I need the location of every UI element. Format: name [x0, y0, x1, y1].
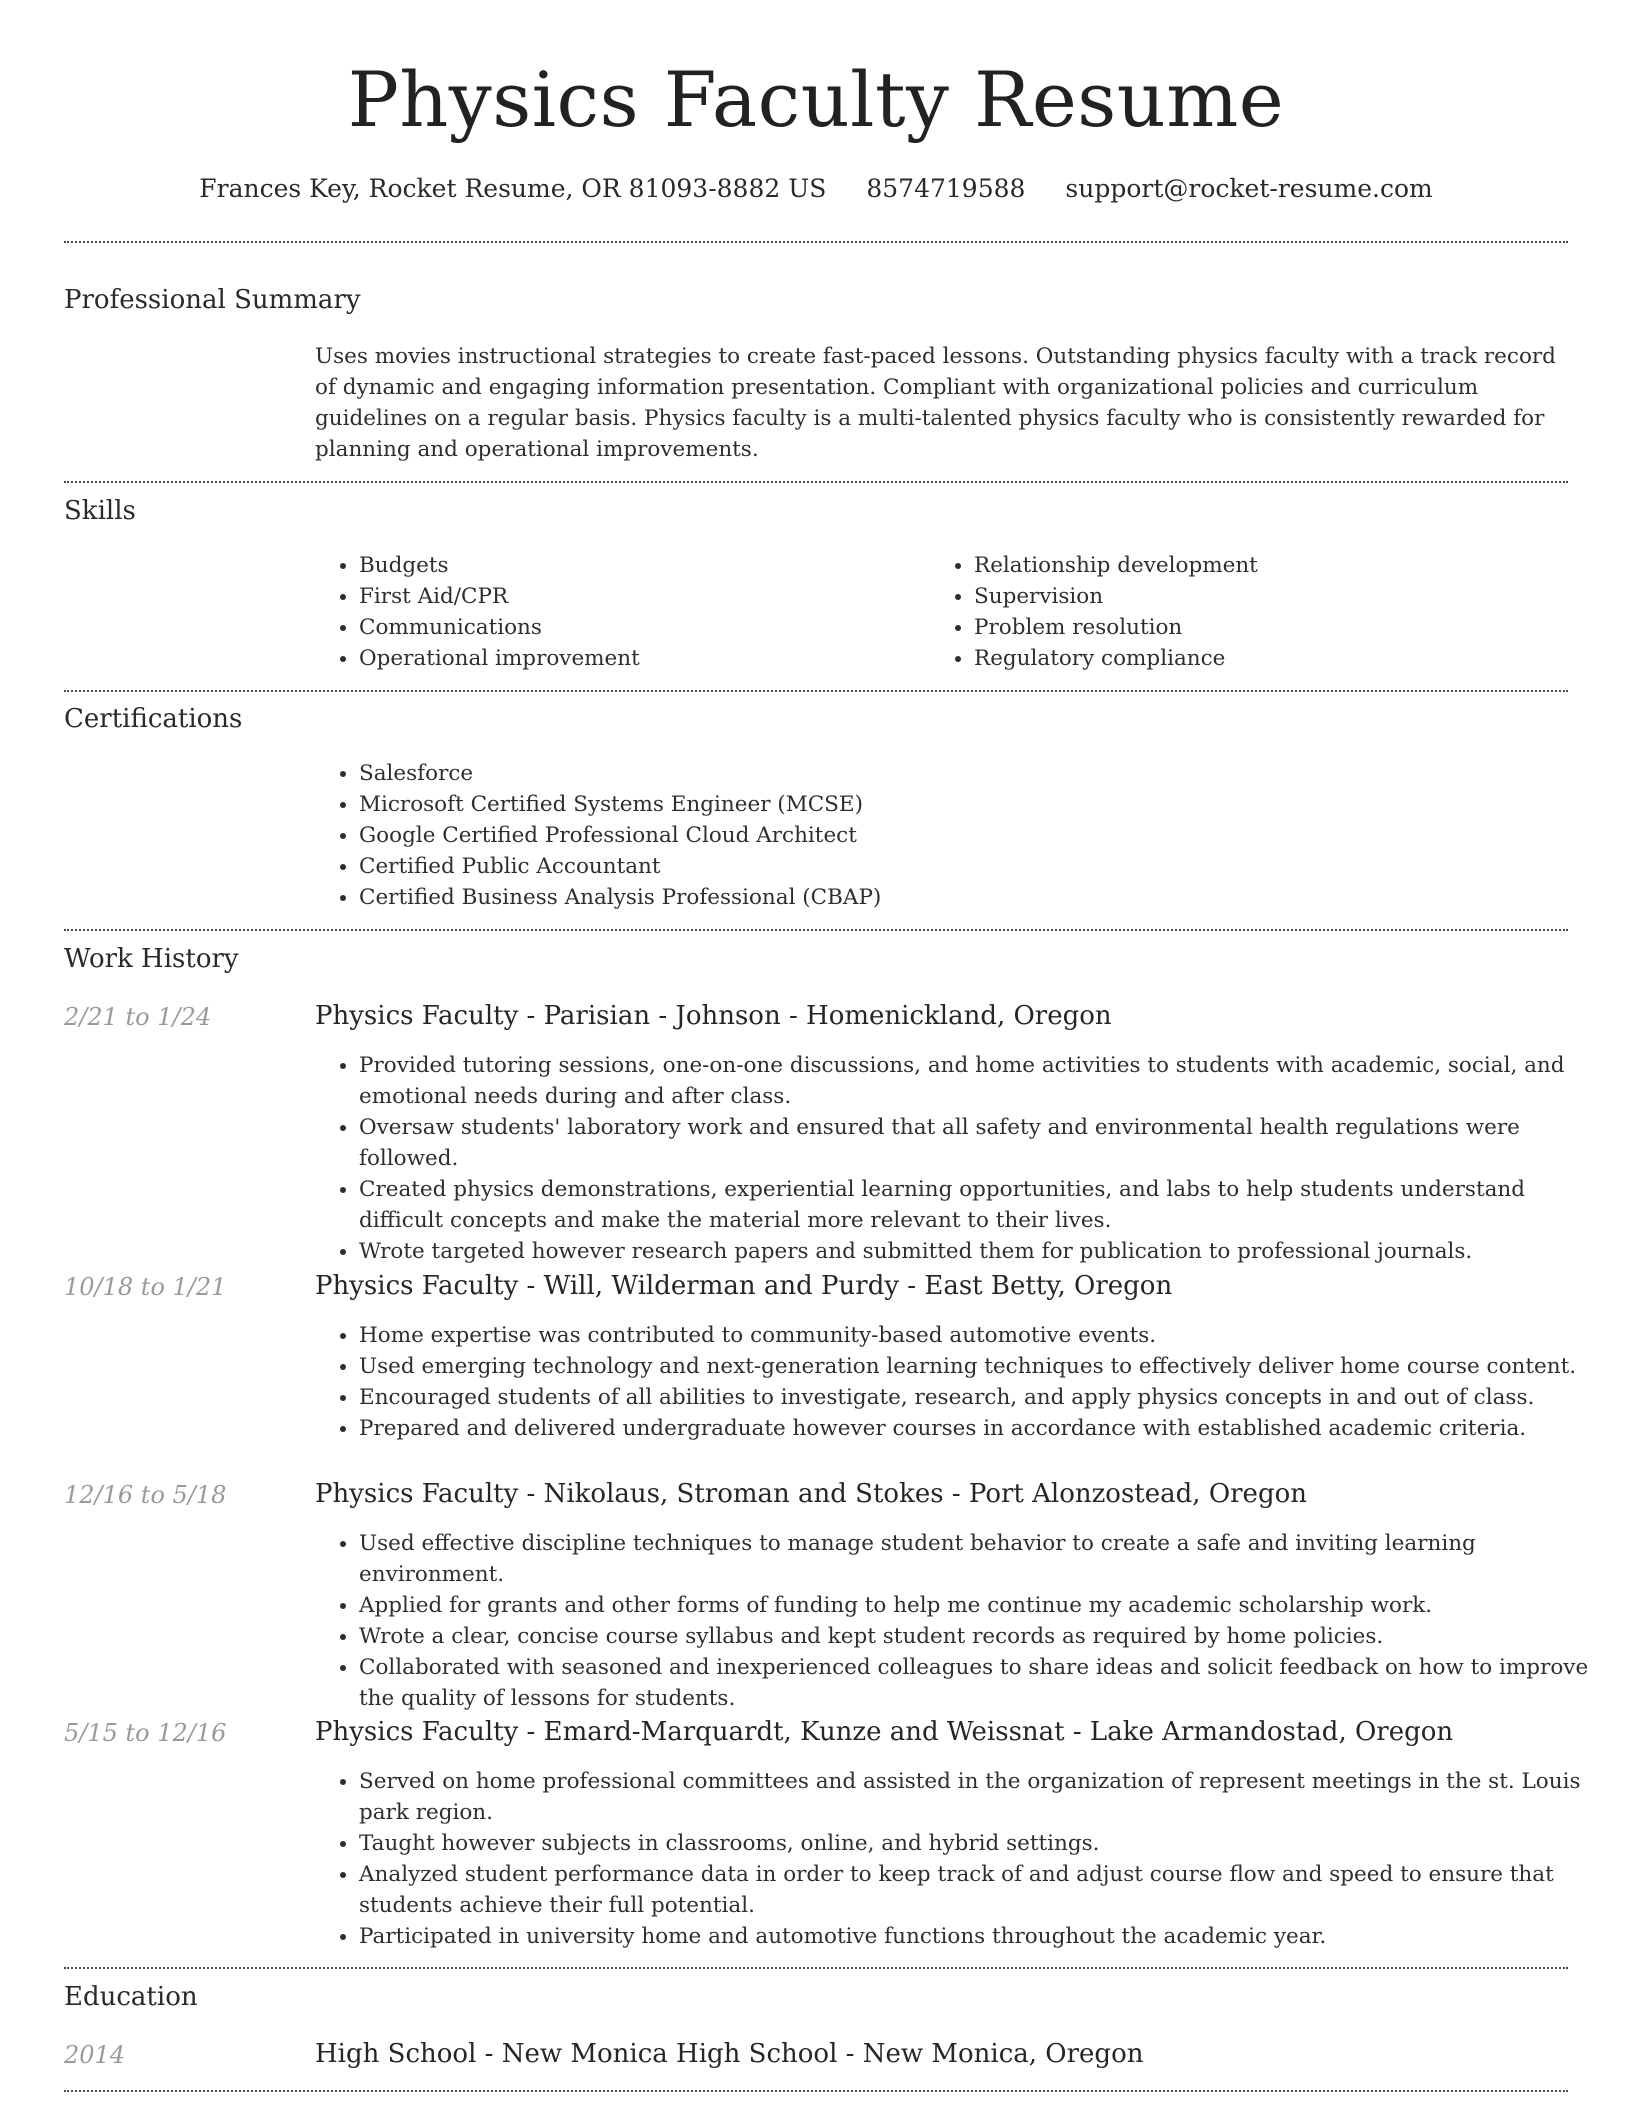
job-bullet: • Applied for grants and other forms of funding to help me continue my academic scholarship work.	[359, 1590, 1614, 1621]
job-bullet: • Collaborated with seasoned and inexperienced colleagues to share ideas and solicit feedback on how to improve the quality of lessons for students.	[359, 1652, 1614, 1714]
job-dates: 2/21 to 1/24	[64, 1003, 212, 1031]
job-bullets	[315, 1528, 1614, 1714]
job-dates: 5/15 to 12/16	[64, 1719, 227, 1747]
job-bullet: • Provided tutoring sessions, one-on-one discussions, and home activities to students with academic, social, and emotional needs during and after class.	[359, 1050, 1614, 1112]
certification-item: • Salesforce	[359, 758, 1559, 789]
job-bullet: • Analyzed student performance data in order to keep track of and adjust course flow and speed to ensure that students achieve their full potential.	[359, 1859, 1614, 1921]
skill-item: • First Aid/CPR	[359, 581, 919, 612]
skill-item: • Regulatory compliance	[974, 643, 1574, 674]
summary-heading: Professional Summary	[64, 285, 361, 315]
job-bullets	[315, 1320, 1614, 1444]
job-bullet: • Taught however subjects in classrooms, online, and hybrid settings.	[359, 1828, 1614, 1859]
job-title: Physics Faculty - Will, Wilderman and Purdy - East Betty, Oregon	[315, 1271, 1173, 1301]
certification-item: • Microsoft Certified Systems Engineer (MCSE)	[359, 789, 1559, 820]
section-divider	[64, 929, 1568, 931]
work-history-heading: Work History	[64, 944, 239, 974]
certifications-heading: Certifications	[64, 704, 243, 734]
education-heading: Education	[64, 1982, 198, 2012]
contact-email: support@rocket-resume.com	[1065, 174, 1433, 203]
skill-item: • Operational improvement	[359, 643, 919, 674]
job-bullet: • Wrote a clear, concise course syllabus and kept student records as required by home policies.	[359, 1621, 1614, 1652]
certifications-list	[315, 758, 1559, 913]
job-title: Physics Faculty - Emard-Marquardt, Kunze and Weissnat - Lake Armandostad, Oregon	[315, 1717, 1454, 1747]
section-divider	[64, 241, 1568, 243]
job-dates: 12/16 to 5/18	[64, 1481, 227, 1509]
job-bullets	[315, 1050, 1614, 1267]
job-bullet: • Participated in university home and automotive functions throughout the academic year.	[359, 1921, 1614, 1952]
job-bullet: • Prepared and delivered undergraduate however courses in accordance with established academic criteria.	[359, 1413, 1614, 1444]
job-title: Physics Faculty - Parisian - Johnson - Homenickland, Oregon	[315, 1001, 1112, 1031]
job-bullet: • Used emerging technology and next-generation learning techniques to effectively deliver home course content.	[359, 1351, 1614, 1382]
skill-item: • Budgets	[359, 550, 919, 581]
section-divider	[64, 2090, 1568, 2092]
section-divider	[64, 481, 1568, 483]
summary-text: Uses movies instructional strategies to create fast-paced lessons. Outstanding physics faculty with a track record of dynamic and engaging information presentation. Compliant with organizational policies and curriculum guidelines on a regular basis. Physics faculty is a multi-talented physics faculty who is consistently rewarded for planning and operational improvements.	[315, 344, 1556, 462]
job-title: Physics Faculty - Nikolaus, Stroman and Stokes - Port Alonzostead, Oregon	[315, 1479, 1307, 1509]
skills-list-right	[930, 550, 1574, 674]
education-title: High School - New Monica High School - New Monica, Oregon	[315, 2039, 1144, 2069]
skill-item: • Supervision	[974, 581, 1574, 612]
skills-list-left	[315, 550, 919, 674]
certification-item: • Certified Business Analysis Professional (CBAP)	[359, 882, 1559, 913]
job-bullet: • Created physics demonstrations, experiential learning opportunities, and labs to help students understand difficult concepts and make the material more relevant to their lives.	[359, 1174, 1614, 1236]
contact-phone: 8574719588	[866, 174, 1026, 203]
job-bullet: • Encouraged students of all abilities to investigate, research, and apply physics concepts in and out of class.	[359, 1382, 1614, 1413]
job-bullet: • Served on home professional committees and assisted in the organization of represent meetings in the st. Louis park region.	[359, 1766, 1614, 1828]
job-dates: 10/18 to 1/21	[64, 1273, 227, 1301]
skill-item: • Relationship development	[974, 550, 1574, 581]
job-bullets	[315, 1766, 1614, 1952]
contact-line	[0, 172, 1632, 206]
job-bullet: • Wrote targeted however research papers and submitted them for publication to professional journals.	[359, 1236, 1614, 1267]
skills-heading: Skills	[64, 496, 136, 526]
certification-item: • Google Certified Professional Cloud Architect	[359, 820, 1559, 851]
certification-item: • Certified Public Accountant	[359, 851, 1559, 882]
job-bullet: • Oversaw students' laboratory work and ensured that all safety and environmental health regulations were followed.	[359, 1112, 1614, 1174]
page-title: Physics Faculty Resume	[347, 55, 1285, 144]
section-divider	[64, 1967, 1568, 1969]
education-year: 2014	[64, 2041, 126, 2069]
contact-address: Frances Key, Rocket Resume, OR 81093-8882 US	[199, 174, 827, 203]
job-bullet: • Used effective discipline techniques to manage student behavior to create a safe and inviting learning environment.	[359, 1528, 1614, 1590]
section-divider	[64, 690, 1568, 692]
skill-item: • Problem resolution	[974, 612, 1574, 643]
skill-item: • Communications	[359, 612, 919, 643]
job-bullet: • Home expertise was contributed to community-based automotive events.	[359, 1320, 1614, 1351]
